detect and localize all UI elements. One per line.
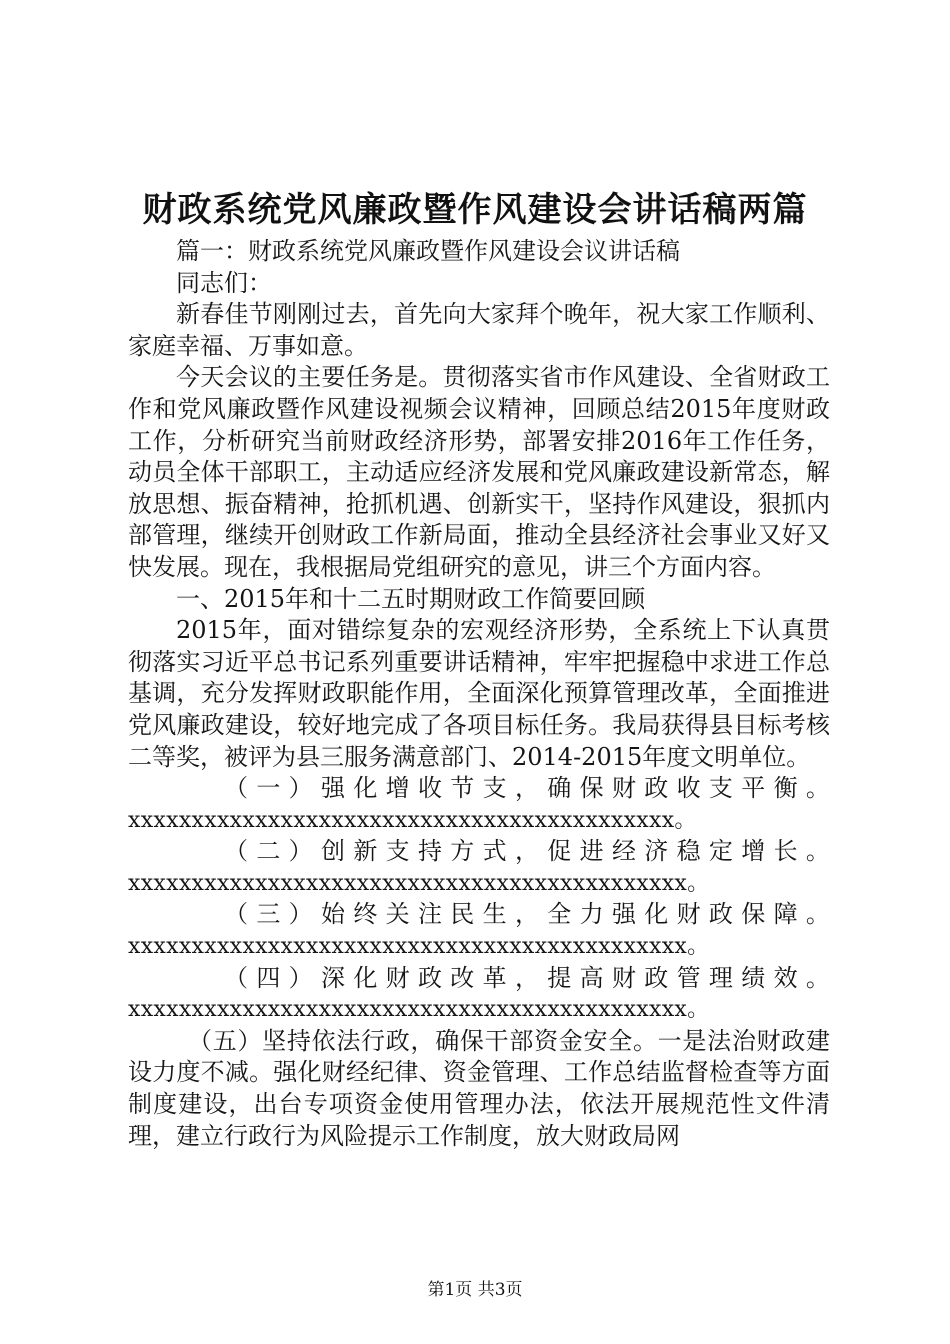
section-1 xyxy=(128,773,830,836)
paragraph-section-5: （五）坚持依法行政，确保干部资金安全。一是法治财政建设力度不减。强化财经纪律、资金管理、工作总结监督检查等方面制度建设，出台专项资金使用管理办法，依法开展规范性文件清理，建立行政行为风险提示工作制度，放大财政局网 xyxy=(128,1026,830,1150)
document-title: 财政系统党风廉政暨作风建设会讲话稿两篇 xyxy=(142,190,808,230)
paragraph-subtitle: 篇一：财政系统党风廉政暨作风建设会议讲话稿 xyxy=(176,237,680,265)
section-filler: xxxxxxxxxxxxxxxxxxxxxxxxxxxxxxxxxxxxxxxxxxxx。 xyxy=(128,934,710,960)
paragraph-greeting: 新春佳节刚刚过去，首先向大家拜个晚年，祝大家工作顺利、家庭幸福、万事如意。 xyxy=(128,300,830,360)
section-filler: xxxxxxxxxxxxxxxxxxxxxxxxxxxxxxxxxxxxxxxxxxx。 xyxy=(128,807,697,833)
section-heading: （ 二 ） 创 新 支 持 方 式 ， 促 进 经 济 稳 定 增 长 。 xyxy=(224,837,830,866)
paragraph-review: 2015年，面对错综复杂的宏观经济形势，全系统上下认真贯彻落实习近平总书记系列重要讲话精神，牢牢把握稳中求进工作总基调，充分发挥财政职能作用，全面深化预算管理改革，全面推进党风廉政建设，较好地完成了各项目标任务。我局获得县目标考核二等奖，被评为县三服务满意部门、2014-2015年度文明单位。 xyxy=(128,616,830,771)
section-3 xyxy=(128,899,830,962)
section-heading: （ 三 ） 始 终 关 注 民 生 ， 全 力 强 化 财 政 保 障 。 xyxy=(224,900,830,929)
section-filler: xxxxxxxxxxxxxxxxxxxxxxxxxxxxxxxxxxxxxxxxxxxx。 xyxy=(128,870,710,896)
section-filler: xxxxxxxxxxxxxxxxxxxxxxxxxxxxxxxxxxxxxxxxxxxx。 xyxy=(128,997,710,1023)
section-4 xyxy=(128,963,830,1026)
section-heading: （ 四 ） 深 化 财 政 改 革 ， 提 高 财 政 管 理 绩 效 。 xyxy=(224,963,830,992)
section-2 xyxy=(128,836,830,899)
paragraph-salutation: 同志们： xyxy=(176,268,272,297)
page-number: 第1页 共3页 xyxy=(427,1280,523,1300)
paragraph-section-heading: 一、2015年和十二五时期财政工作简要回顾 xyxy=(176,584,646,613)
document-body xyxy=(128,236,830,1152)
section-heading: （ 一 ） 强 化 增 收 节 支 ， 确 保 财 政 收 支 平 衡 。 xyxy=(224,774,830,803)
paragraph-task: 今天会议的主要任务是。贯彻落实省市作风建设、全省财政工作和党风廉政暨作风建设视频会议精神，回顾总结2015年度财政工作，分析研究当前财政经济形势，部署安排2016年工作任务，动员全体干部职工，主动适应经济发展和党风廉政建设新常态，解放思想、振奋精神，抢抓机遇、创新实干，坚持作风建设，狠抓内部管理，继续开创财政工作新局面，推动全县经济社会事业又好又快发展。现在，我根据局党组研究的意见，讲三个方面内容。 xyxy=(128,363,830,581)
